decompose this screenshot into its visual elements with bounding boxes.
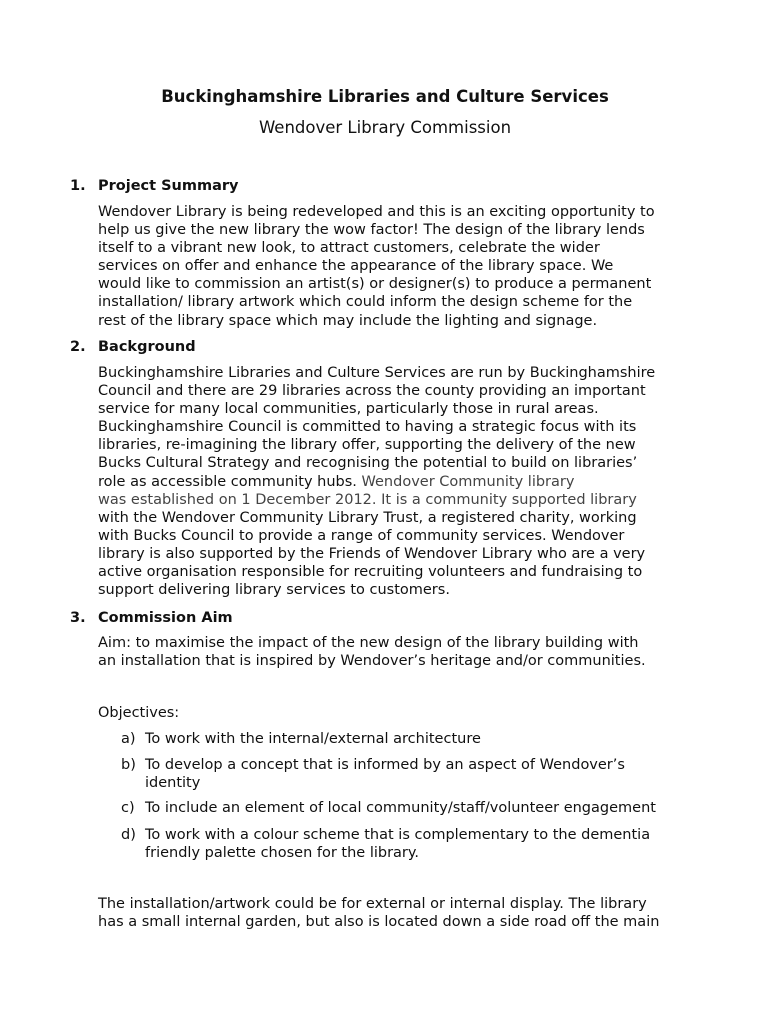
project-summary-paragraph (98, 203, 708, 330)
commission-aim-paragraph (98, 634, 708, 670)
paragraph-line: active organisation responsible for recruiting volunteers and fundraising to (98, 564, 643, 581)
paragraph-line: itself to a vibrant new look, to attract customers, celebrate the wider (98, 240, 600, 257)
paragraph-line: rest of the library space which may include the lighting and signage. (98, 312, 598, 329)
section-title: Background (98, 339, 196, 355)
paragraph-text-muted: Wendover Community library (361, 473, 575, 490)
objectives-label: Objectives: (98, 705, 180, 721)
paragraph-line: Council and there are 29 libraries across the county providing an important (98, 383, 646, 400)
paragraph-line (98, 473, 708, 491)
paragraph-line-muted: was established on 1 December 2012. It is a community supported library (98, 491, 637, 508)
paragraph-line: The installation/artwork could be for external or internal display. The library (98, 896, 647, 912)
paragraph-line: Wendover Library is being redeveloped and this is an exciting opportunity to (98, 204, 655, 220)
paragraph-line: Aim: to maximise the impact of the new design of the library building with (98, 635, 639, 651)
section-number: 1. (70, 178, 86, 194)
paragraph-line: support delivering library services to customers. (98, 582, 450, 599)
objective-text (145, 826, 705, 862)
paragraph-line: an installation that is inspired by Wendover’s heritage and/or communities. (98, 653, 646, 670)
objective-text (145, 799, 705, 817)
objective-line: friendly palette chosen for the library. (145, 845, 420, 862)
paragraph-line: Buckinghamshire Libraries and Culture Services are run by Buckinghamshire (98, 365, 656, 381)
document-subtitle: Wendover Library Commission (258, 118, 512, 137)
objective-marker: a) (121, 731, 136, 747)
objective-line: To work with the internal/external architecture (145, 731, 481, 747)
paragraph-line: with Bucks Council to provide a range of community services. Wendover (98, 527, 625, 544)
objective-text (145, 730, 705, 748)
objective-line: To develop a concept that is informed by an aspect of Wendover’s (145, 757, 625, 773)
section-title: Commission Aim (98, 610, 233, 626)
paragraph-line: installation/ library artwork which could inform the design scheme for the (98, 294, 633, 311)
background-paragraph (98, 364, 708, 599)
paragraph-line: library is also supported by the Friends of Wendover Library who are a very (98, 545, 646, 562)
objective-line: identity (145, 775, 201, 792)
objective-line: To include an element of local community/staff/volunteer engagement (145, 800, 656, 816)
paragraph-line: services on offer and enhance the appearance of the library space. We (98, 258, 614, 275)
paragraph-text: role as accessible community hubs. (98, 473, 362, 490)
paragraph-line: Buckinghamshire Council is committed to having a strategic focus with its (98, 419, 637, 436)
section-title: Project Summary (98, 178, 239, 194)
objective-marker: d) (121, 827, 136, 843)
section-number: 2. (70, 339, 86, 355)
objective-marker: c) (121, 800, 135, 816)
paragraph-line: with the Wendover Community Library Trust, a registered charity, working (98, 509, 637, 526)
paragraph-line: help us give the new library the wow factor! The design of the library lends (98, 222, 645, 239)
paragraph-line: has a small internal garden, but also is located down a side road off the main (98, 914, 660, 931)
document-title: Buckinghamshire Libraries and Culture Services (161, 87, 609, 106)
paragraph-line: service for many local communities, particularly those in rural areas. (98, 401, 599, 418)
objective-text (145, 756, 705, 792)
paragraph-line: would like to commission an artist(s) or designer(s) to produce a permanent (98, 276, 652, 293)
paragraph-line: libraries, re-imagining the library offer, supporting the delivery of the new (98, 437, 636, 454)
objective-line: To work with a colour scheme that is complementary to the dementia (145, 827, 651, 843)
objective-marker: b) (121, 757, 136, 773)
closing-paragraph (98, 895, 708, 931)
paragraph-line: Bucks Cultural Strategy and recognising the potential to build on libraries’ (98, 455, 638, 472)
section-number: 3. (70, 610, 86, 626)
